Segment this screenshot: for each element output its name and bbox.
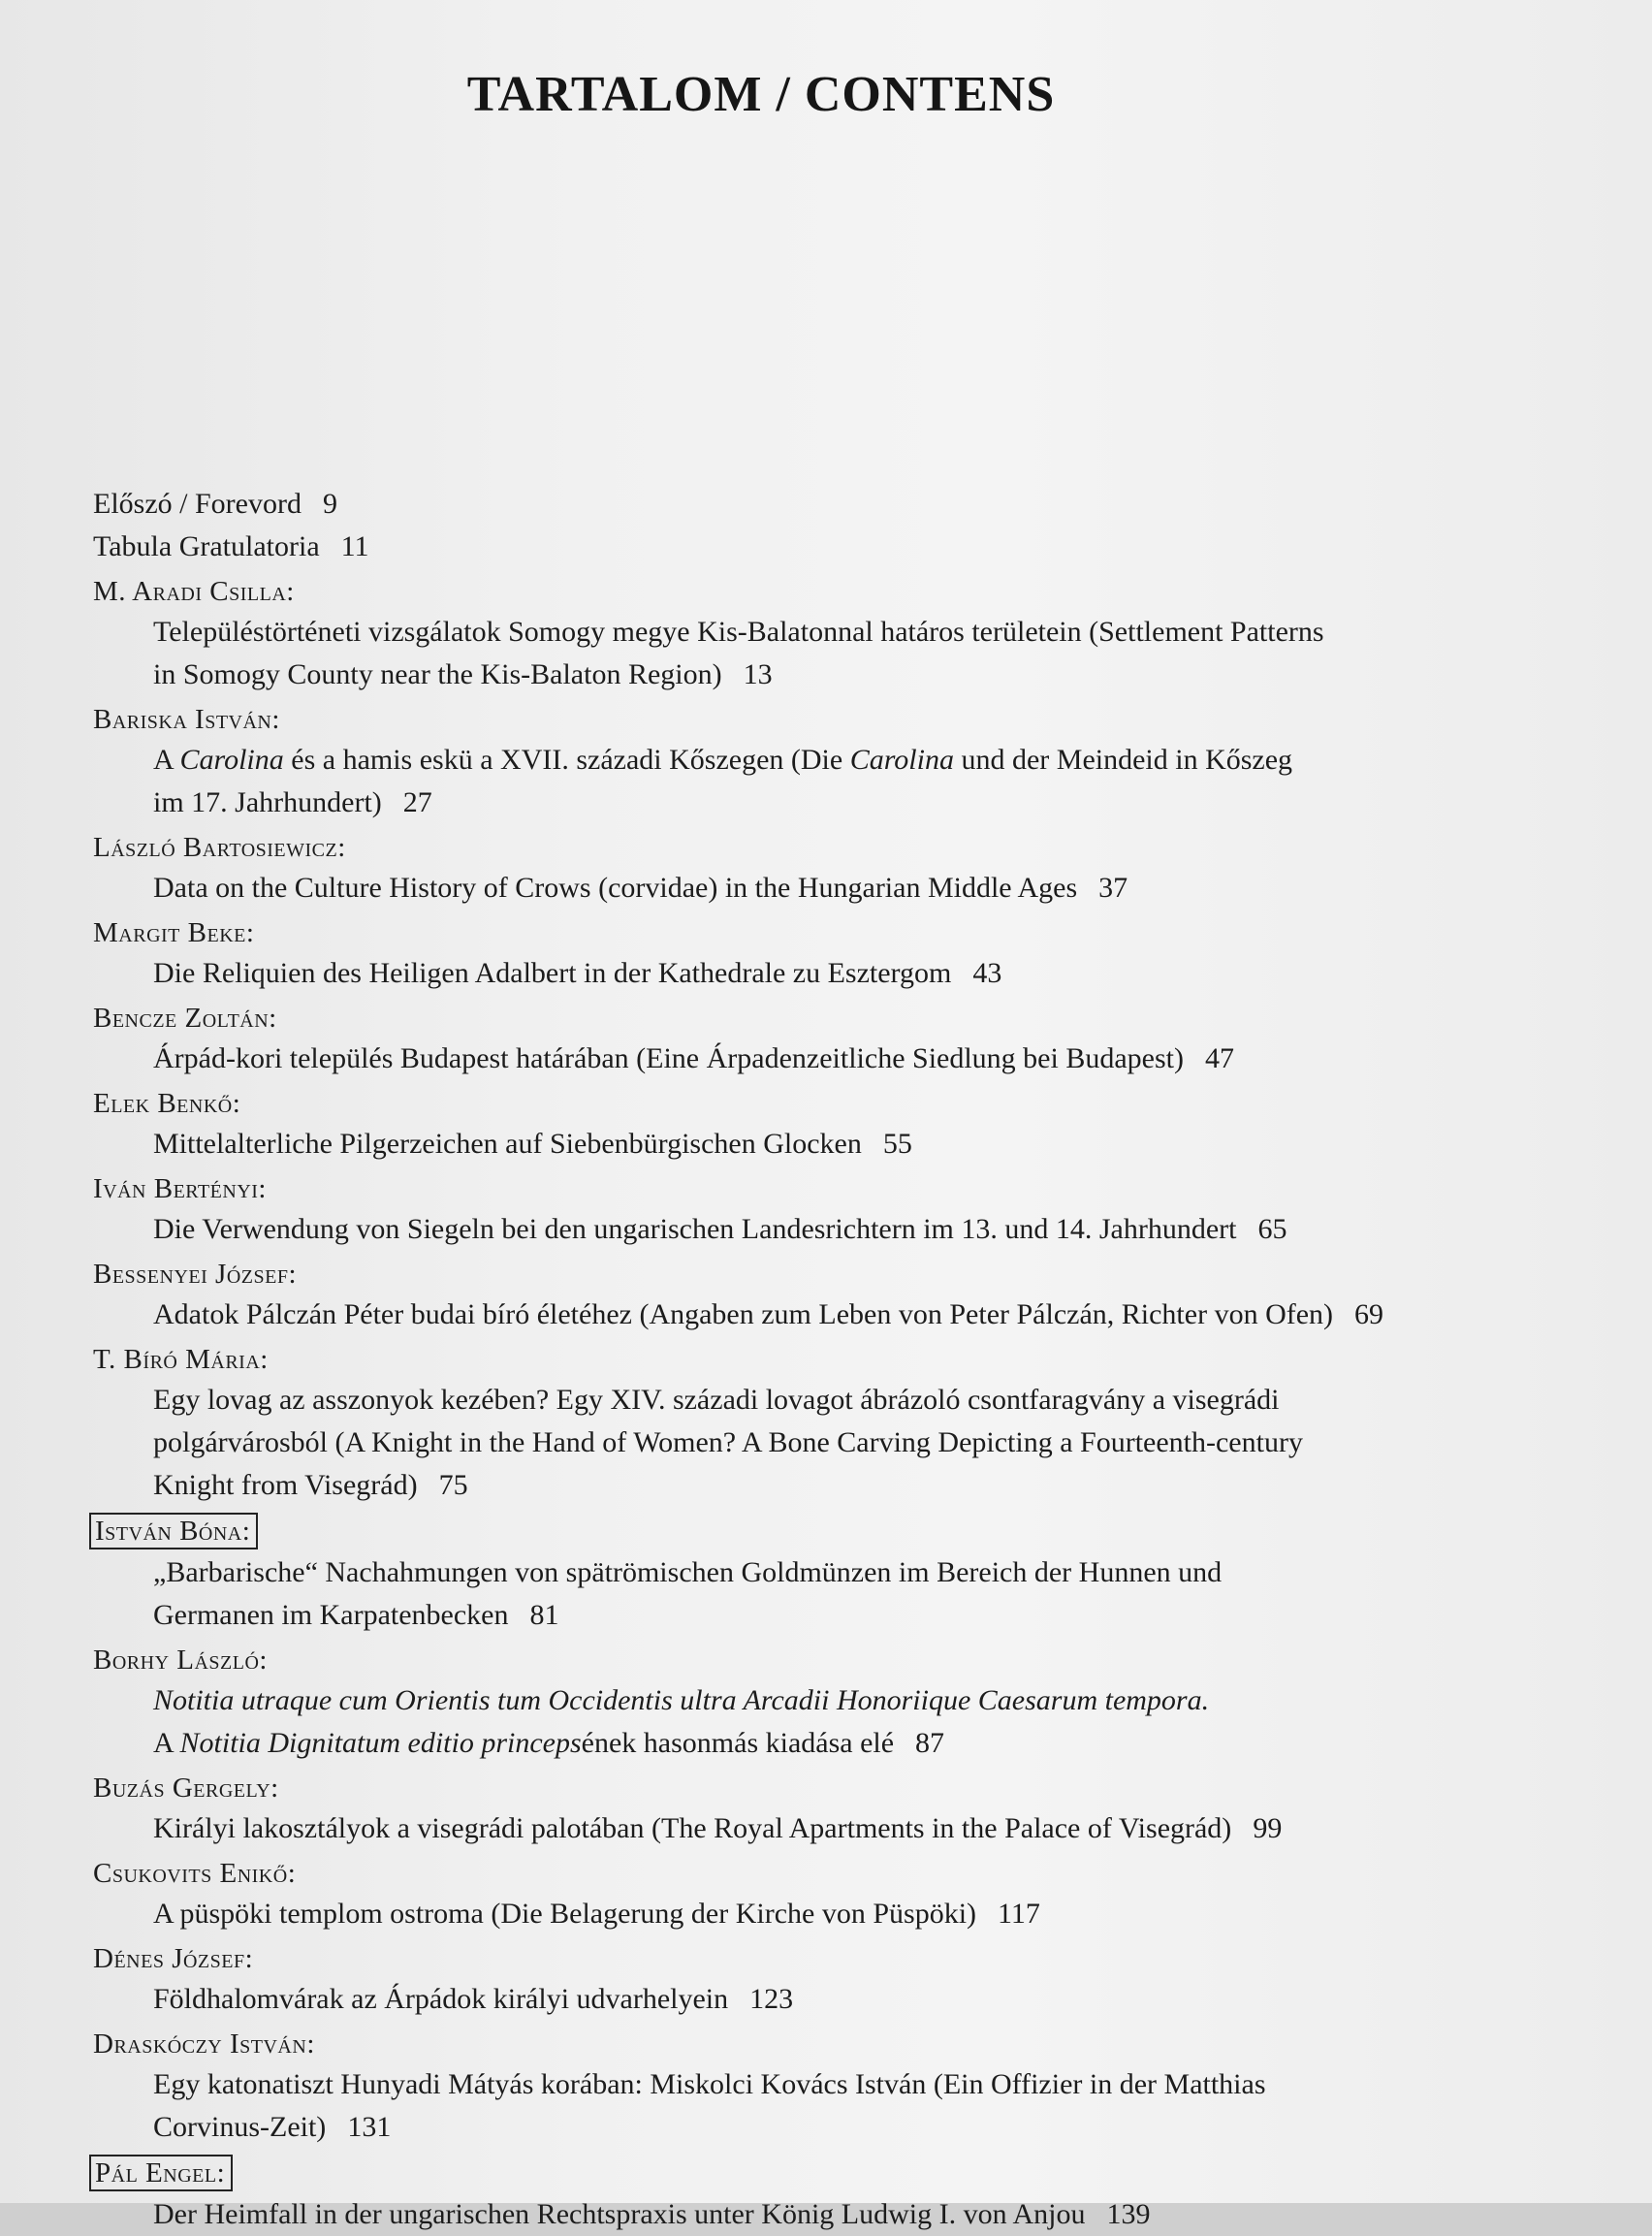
italic-run: Notitia Dignitatum editio princeps <box>179 1727 582 1759</box>
page-number: 11 <box>340 530 369 562</box>
entry-title-line <box>93 2063 1509 2106</box>
entry-title-line <box>93 1551 1509 1594</box>
entry-author: Bencze Zoltán: <box>93 1003 277 1034</box>
text-run: Adatok Pálczán Péter budai bíró életéhez (Angaben zum Leben von Peter Pálczán, Richter von Ofen) <box>153 1298 1334 1330</box>
front-item-text: Tabula Gratulatoria <box>93 530 320 562</box>
page-number: 37 <box>1098 872 1128 904</box>
entry-author: Pál Engel: <box>89 2155 233 2191</box>
entry-author: Draskóczy István: <box>93 2028 315 2060</box>
text-run: Egy katonatiszt Hunyadi Mátyás korában: Miskolci Kovács István (Ein Offizier in der Matthias <box>153 2068 1266 2100</box>
entry-title-line <box>93 1807 1509 1850</box>
entry-author: Iván Bertényi: <box>93 1173 267 1204</box>
entry-author: M. Aradi Csilla: <box>93 576 295 607</box>
entry-title-line <box>93 2106 1509 2149</box>
entry-title-line <box>93 952 1509 995</box>
page-number: 65 <box>1257 1213 1287 1245</box>
toc-entry <box>93 1511 1509 1637</box>
toc-entry <box>93 572 1509 696</box>
page-number: 27 <box>402 786 432 818</box>
toc-entry <box>93 1641 1509 1765</box>
text-run: ének hasonmás kiadása elé <box>581 1727 895 1759</box>
text-run: Germanen im Karpatenbecken <box>153 1599 509 1631</box>
toc-entry <box>93 1769 1509 1850</box>
entry-author: Margit Beke: <box>93 917 255 948</box>
page-title: TARTALOM / CONTENS <box>466 67 1056 122</box>
text-run: in Somogy County near the Kis-Balaton Region) <box>153 658 722 690</box>
text-run: A <box>153 744 180 776</box>
page-number: 13 <box>743 658 773 690</box>
text-run: A <box>153 1727 180 1759</box>
entry-title-line <box>93 782 1509 824</box>
entry-author: László Bartosiewicz: <box>93 832 346 863</box>
entry-title-line <box>93 867 1509 910</box>
text-run: polgárvárosból (A Knight in the Hand of Women? A Bone Carving Depicting a Fourteenth-century <box>153 1426 1303 1458</box>
page-number: 81 <box>529 1599 559 1631</box>
text-run: Árpád-kori település Budapest határában (Eine Árpadenzeitliche Siedlung bei Budapest) <box>153 1042 1184 1074</box>
text-run: Der Heimfall in der ungarischen Rechtspraxis unter König Ludwig I. von Anjou <box>153 2198 1086 2230</box>
entry-author: István Bóna: <box>89 1513 258 1549</box>
page-number: 131 <box>347 2111 392 2143</box>
page-number: 69 <box>1354 1298 1384 1330</box>
page-number: 55 <box>882 1128 912 1160</box>
entry-title-line <box>93 1421 1509 1464</box>
page-number: 75 <box>438 1469 468 1501</box>
entry-author: Bessenyei József: <box>93 1259 298 1290</box>
entry-author: Elek Benkő: <box>93 1088 241 1119</box>
entry-title-line <box>93 1722 1509 1765</box>
italic-run: Carolina <box>179 744 284 776</box>
entry-title-line <box>93 1038 1509 1080</box>
text-run: im 17. Jahrhundert) <box>153 786 382 818</box>
entry-title-line <box>93 611 1509 654</box>
toc-entry <box>93 1340 1509 1507</box>
entry-title-line <box>93 1294 1509 1336</box>
text-run: Egy lovag az asszonyok kezében? Egy XIV. századi lovagot ábrázoló csontfaragvány a visegrádi <box>153 1384 1280 1416</box>
page-number: 87 <box>915 1727 945 1759</box>
page-number: 9 <box>322 488 337 520</box>
text-run: Mittelalterliche Pilgerzeichen auf Siebenbürgischen Glocken <box>153 1128 862 1160</box>
text-run: Die Reliquien des Heiligen Adalbert in der Kathedrale zu Esztergom <box>153 957 952 989</box>
table-of-contents <box>93 483 1509 2236</box>
text-run: Településtörténeti vizsgálatok Somogy megye Kis-Balatonnal határos területein (Settlement Patterns <box>153 616 1324 648</box>
toc-entry <box>93 1169 1509 1251</box>
toc-front-item <box>93 526 1509 568</box>
toc-entry <box>93 913 1509 995</box>
toc-entry <box>93 1255 1509 1336</box>
italic-run: Carolina <box>849 744 954 776</box>
page-number: 123 <box>749 1983 794 2015</box>
toc-entry <box>93 828 1509 910</box>
text-run: Data on the Culture History of Crows (corvidae) in the Hungarian Middle Ages <box>153 872 1078 904</box>
text-run: Knight from Visegrád) <box>153 1469 418 1501</box>
text-run: Földhalomvárak az Árpádok királyi udvarhelyein <box>153 1983 729 2015</box>
front-item-text: Előszó / Forevord <box>93 488 302 520</box>
entry-title-line <box>93 1123 1509 1166</box>
toc-entry <box>93 1939 1509 2021</box>
toc-front-item <box>93 483 1509 526</box>
page-number: 139 <box>1106 2198 1151 2230</box>
entry-title-line <box>93 1594 1509 1637</box>
entry-author: Dénes József: <box>93 1943 254 1974</box>
entry-author: Buzás Gergely: <box>93 1773 279 1804</box>
watermark-strip <box>0 2174 407 2203</box>
entry-author: Csukovits Enikő: <box>93 1858 297 1889</box>
toc-entry <box>93 1854 1509 1935</box>
text-run: és a hamis eskü a XVII. századi Kőszegen (Die <box>283 744 850 776</box>
text-run: Királyi lakosztályok a visegrádi palotában (The Royal Apartments in the Palace of Visegrád) <box>153 1812 1232 1844</box>
page-number: 43 <box>972 957 1002 989</box>
italic-run: Notitia utraque cum Orientis tum Occidentis ultra Arcadii Honoriique Caesarum tempora. <box>153 1684 1210 1716</box>
text-run: A püspöki templom ostroma (Die Belagerung der Kirche von Püspöki) <box>153 1898 977 1930</box>
entry-title-line <box>93 1978 1509 2021</box>
entry-title-line <box>93 1379 1509 1421</box>
entry-author: T. Bíró Mária: <box>93 1344 269 1375</box>
entry-author: Borhy László: <box>93 1645 268 1676</box>
text-run: und der Meindeid in Kőszeg <box>953 744 1293 776</box>
entry-title-line <box>93 1679 1509 1722</box>
entry-title-line <box>93 1208 1509 1251</box>
entry-title-line <box>93 739 1509 782</box>
text-run: Die Verwendung von Siegeln bei den ungarischen Landesrichtern im 13. und 14. Jahrhundert <box>153 1213 1237 1245</box>
toc-entry <box>93 999 1509 1080</box>
text-run: „Barbarische“ Nachahmungen von spätrömischen Goldmünzen im Bereich der Hunnen und <box>153 1556 1223 1588</box>
entry-title-line <box>93 1464 1509 1507</box>
toc-entry <box>93 1084 1509 1166</box>
toc-entry <box>93 700 1509 824</box>
page-number: 99 <box>1253 1812 1283 1844</box>
page-number: 117 <box>998 1898 1040 1930</box>
toc-entry <box>93 2025 1509 2149</box>
page-number: 47 <box>1204 1042 1234 1074</box>
entry-title-line <box>93 1893 1509 1935</box>
entry-author: Bariska István: <box>93 704 280 735</box>
entry-title-line <box>93 654 1509 696</box>
text-run: Corvinus-Zeit) <box>153 2111 327 2143</box>
